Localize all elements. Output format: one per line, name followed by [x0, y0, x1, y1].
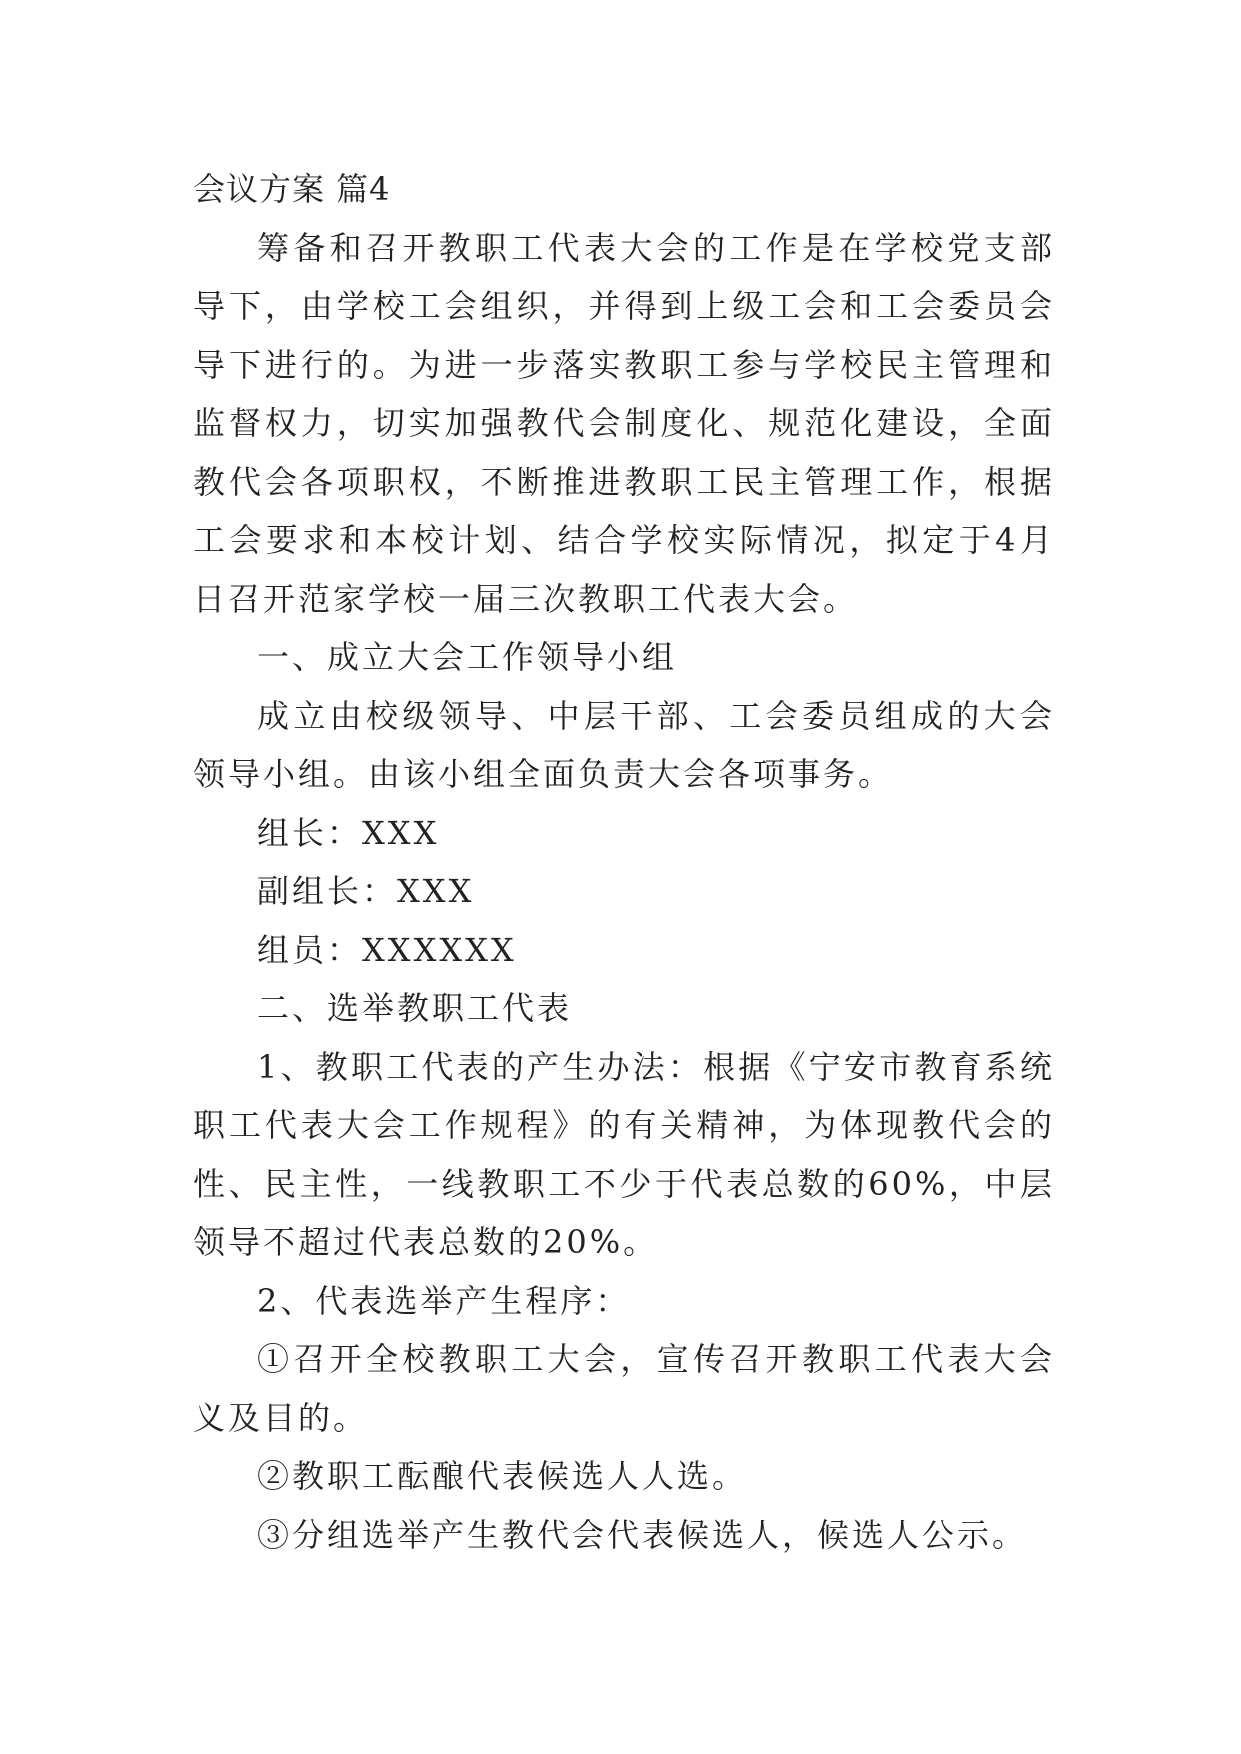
paragraph-line: 领导小组。由该小组全面负责大会各项事务。 [193, 755, 894, 793]
paragraph-line: 1、教职工代表的产生办法：根据《宁安市教育系统 [257, 1047, 1055, 1086]
paragraph-line: 监督权力，切实加强教代会制度化、规范化建设，全面 [193, 404, 1055, 442]
list-item: ①召开全校教职工大会，宣传召开教职工代表大会 [257, 1340, 1055, 1378]
list-item: ②教职工酝酿代表候选人人选。 [257, 1457, 748, 1495]
paragraph-line: 2、代表选举产生程序： [257, 1281, 631, 1320]
document-title: 会议方案 篇4 [193, 170, 391, 208]
leader-entry: 组长：XXX [257, 813, 440, 852]
paragraph-line: 性、民主性，一线教职工不少于代表总数的60%，中层 [193, 1164, 1055, 1203]
paragraph-line: 筹备和召开教职工代表大会的工作是在学校党支部 [257, 228, 1055, 267]
paragraph-line: 职工代表大会工作规程》的有关精神，为体现教代会的 [193, 1106, 1055, 1144]
section-heading: 一、成立大会工作领导小组 [257, 638, 678, 676]
paragraph-line: 义及目的。 [193, 1398, 369, 1437]
paragraph-line: 领导不超过代表总数的20%。 [193, 1223, 659, 1261]
paragraph-line: 成立由校级领导、中层干部、工会委员组成的大会 [257, 696, 1055, 735]
document-page [193, 160, 1055, 1564]
paragraph-line: 日召开范家学校一届三次教职工代表大会。 [193, 579, 859, 618]
member-entry: 组员：XXXXXX [257, 930, 517, 969]
section-heading: 二、选举教职工代表 [257, 989, 573, 1027]
paragraph-line: 工会要求和本校计划、结合学校实际情况，拟定于4月 [193, 521, 1055, 559]
paragraph-line: 教代会各项职权，不断推进教职工民主管理工作，根据 [193, 462, 1055, 501]
deputy-leader-entry: 副组长：XXX [257, 872, 475, 910]
paragraph-line: 导下进行的。为进一步落实教职工参与学校民主管理和 [193, 345, 1055, 384]
list-item: ③分组选举产生教代会代表候选人，候选人公示。 [257, 1515, 1028, 1554]
paragraph-line: 导下，由学校工会组织，并得到上级工会和工会委员会 [193, 287, 1055, 325]
